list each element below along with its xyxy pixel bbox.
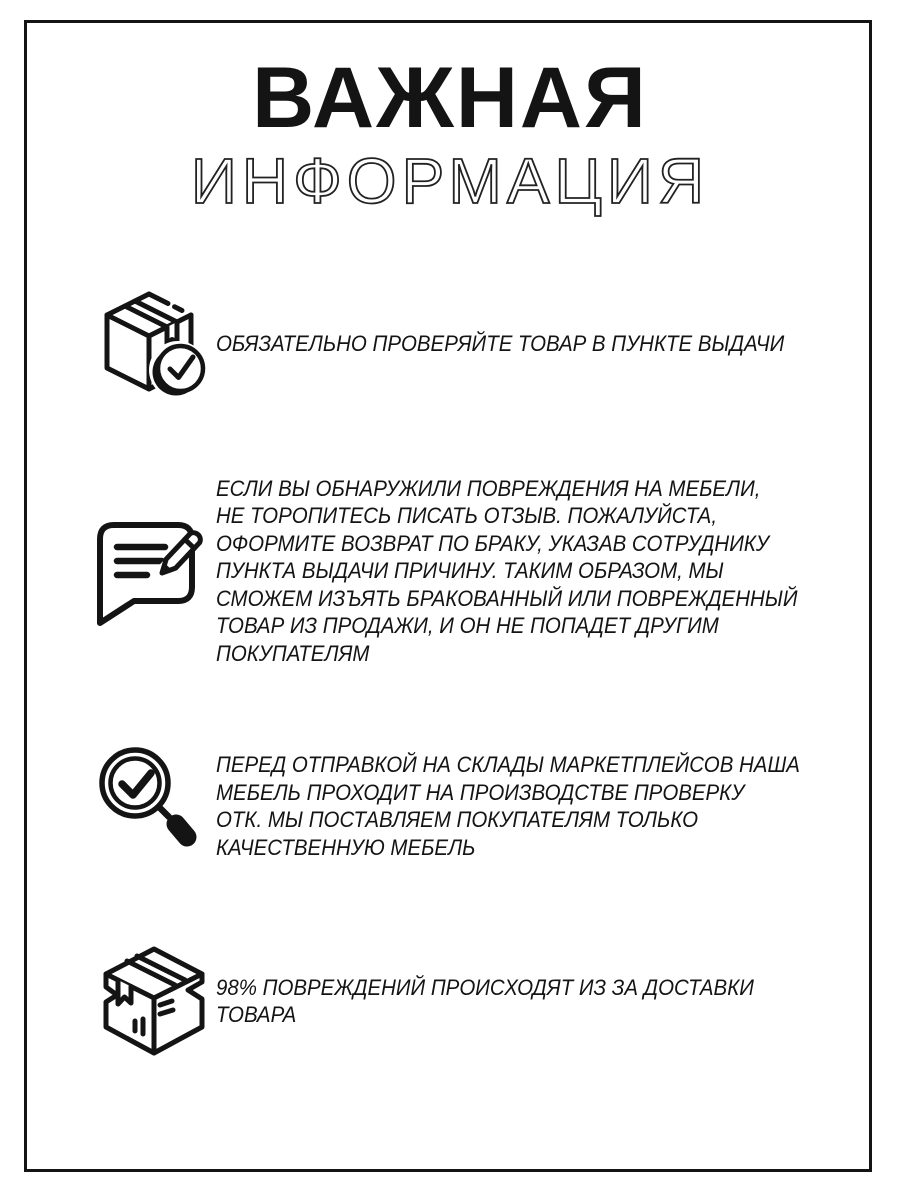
package-check-icon <box>88 284 216 404</box>
text-line: ПУНКТА ВЫДАЧИ ПРИЧИНУ. ТАКИМ ОБРАЗОМ, МЫ <box>216 558 724 584</box>
title-line-secondary: ИНФОРМАЦИЯ <box>190 145 710 217</box>
info-row-quality-control <box>88 740 844 872</box>
text-line: СМОЖЕМ ИЗЪЯТЬ БРАКОВАННЫЙ ИЛИ ПОВРЕЖДЕННЫЙ <box>216 585 798 611</box>
text-line: ОТК. МЫ ПОСТАВЛЯЕМ ПОКУПАТЕЛЯМ ТОЛЬКО <box>216 807 699 832</box>
info-text <box>216 475 798 668</box>
text-line: КАЧЕСТВЕННУЮ МЕБЕЛЬ <box>216 834 476 860</box>
text-line: ПЕРЕД ОТПРАВКОЙ НА СКЛАДЫ МАРКЕТПЛЕЙСОВ НАША <box>216 752 800 777</box>
page-title <box>0 50 900 217</box>
text-line: ОФОРМИТЕ ВОЗВРАТ ПО БРАКУ, УКАЗАВ СОТРУДНИКУ <box>216 530 769 556</box>
text-line: ТОВАРА <box>216 1002 297 1027</box>
info-row-check-goods <box>88 283 844 405</box>
damaged-box-icon <box>88 941 216 1061</box>
text-line: НЕ ТОРОПИТЕСЬ ПИСАТЬ ОТЗЫВ. ПОЖАЛУЙСТА, <box>216 503 718 529</box>
quality-check-magnifier-icon <box>88 746 216 866</box>
review-message-pencil-icon <box>88 511 216 631</box>
text-line: ОБЯЗАТЕЛЬНО ПРОВЕРЯЙТЕ ТОВАР В ПУНКТЕ ВЫДАЧИ <box>216 331 785 357</box>
info-text <box>216 751 800 861</box>
info-text <box>216 974 754 1029</box>
info-text <box>216 330 784 358</box>
info-row-defect-return <box>88 466 844 676</box>
text-line: ЕСЛИ ВЫ ОБНАРУЖИЛИ ПОВРЕЖДЕНИЯ НА МЕБЕЛИ, <box>216 475 761 501</box>
text-line: МЕБЕЛЬ ПРОХОДИТ НА ПРОИЗВОДСТВЕ ПРОВЕРКУ <box>216 779 745 805</box>
info-row-delivery-damage <box>88 936 844 1066</box>
text-line: ТОВАР ИЗ ПРОДАЖИ, И ОН НЕ ПОПАДЕТ ДРУГИМ <box>216 613 719 639</box>
text-line: 98% ПОВРЕЖДЕНИЙ ПРОИСХОДЯТ ИЗ ЗА ДОСТАВКИ <box>216 974 754 1000</box>
title-line-primary: ВАЖНАЯ <box>252 50 648 146</box>
text-line: ПОКУПАТЕЛЯМ <box>216 640 370 666</box>
